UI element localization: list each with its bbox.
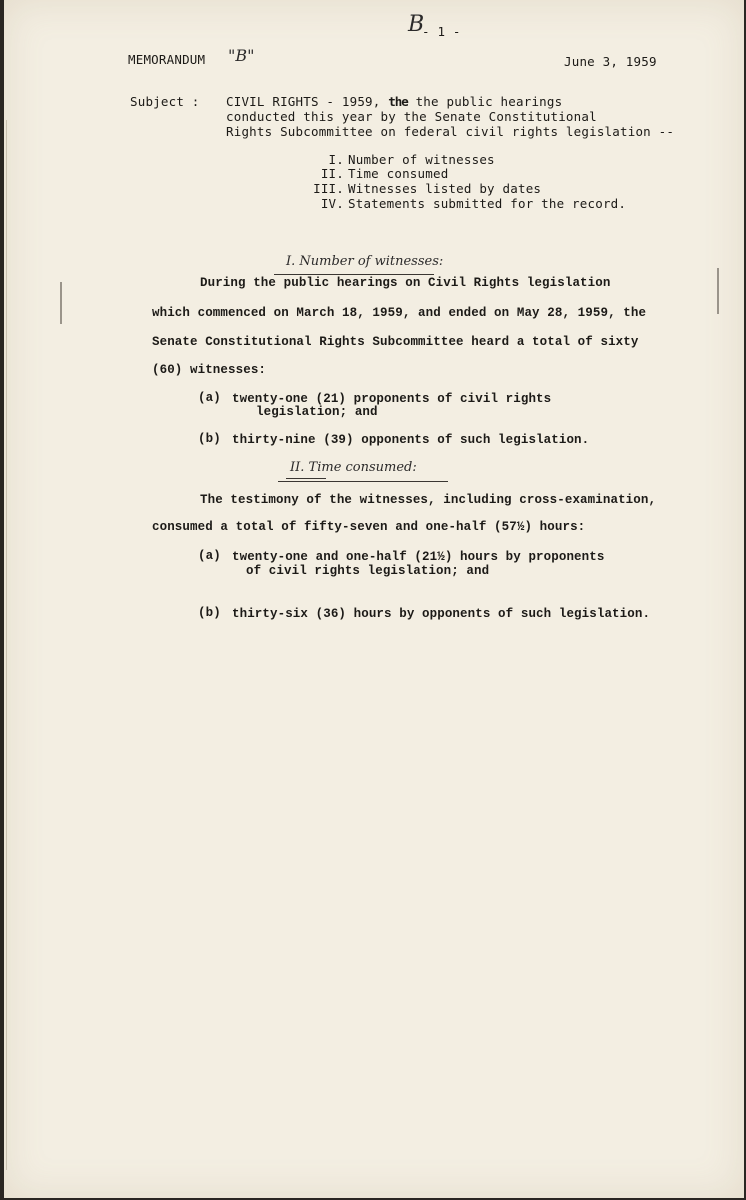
- item-text: of civil rights legislation; and: [246, 564, 490, 578]
- struck-word: the: [388, 94, 408, 109]
- paragraph-line: (60) witnesses:: [152, 363, 267, 377]
- item-label: (b): [198, 432, 221, 446]
- outline-item: Witnesses listed by dates: [348, 181, 542, 196]
- item-text: twenty-one (21) proponents of civil rights: [232, 392, 552, 406]
- item-text: thirty-six (36) hours by opponents of such legislation.: [232, 607, 651, 621]
- margin-mark: [717, 268, 719, 314]
- item-label: (b): [198, 606, 221, 620]
- paragraph-line: which commenced on March 18, 1959, and ended on May 28, 1959, the: [152, 306, 647, 320]
- memo-letter: "B": [228, 46, 255, 65]
- item-label: (a): [198, 391, 221, 405]
- outline-num: II.: [320, 166, 344, 181]
- heading-underline: [278, 481, 448, 482]
- outline-num: III.: [313, 181, 344, 196]
- handwritten-page-mark: B: [408, 12, 425, 37]
- memo-date: June 3, 1959: [564, 54, 657, 69]
- outline-item: Time consumed: [348, 166, 449, 181]
- item-text: legislation; and: [256, 405, 378, 419]
- outline-num: I.: [328, 152, 344, 167]
- subject-line-2: conducted this year by the Senate Constitutional: [226, 109, 597, 124]
- item-text: thirty-nine (39) opponents of such legislation.: [232, 433, 590, 447]
- outline-item: Statements submitted for the record.: [348, 196, 627, 211]
- document-page: [4, 0, 744, 1198]
- item-label: (a): [198, 549, 221, 563]
- section-1-heading: I. Number of witnesses:: [286, 254, 444, 269]
- paragraph-line: consumed a total of fifty-seven and one-half (57½) hours:: [152, 520, 586, 534]
- subject-line-1: CIVIL RIGHTS - 1959, the the public hearings: [226, 94, 563, 109]
- outline-item: Number of witnesses: [348, 152, 495, 167]
- page-edge: [6, 120, 7, 1170]
- subject-label: Subject :: [130, 94, 200, 109]
- heading-underline-2: [286, 478, 326, 479]
- paragraph-line: During the public hearings on Civil Rights legislation: [200, 276, 611, 290]
- memo-label: MEMORANDUM: [128, 52, 206, 67]
- margin-mark: [60, 282, 62, 324]
- item-text: twenty-one and one-half (21½) hours by proponents: [232, 550, 605, 564]
- section-2-heading: II. Time consumed:: [290, 460, 417, 475]
- subject-line-3: Rights Subcommittee on federal civil rights legislation --: [226, 124, 675, 139]
- paragraph-line: Senate Constitutional Rights Subcommittee heard a total of sixty: [152, 335, 639, 349]
- page-number: - 1 -: [422, 24, 461, 39]
- outline-num: IV.: [320, 196, 344, 211]
- paragraph-line: The testimony of the witnesses, including cross-examination,: [200, 493, 657, 507]
- heading-underline: [274, 274, 434, 275]
